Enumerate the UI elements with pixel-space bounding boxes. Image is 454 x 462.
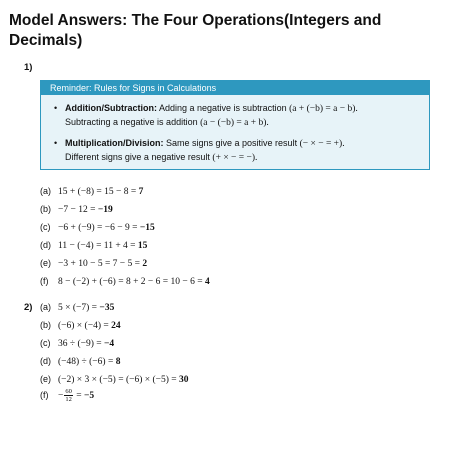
item-expression: −3 + 10 − 5 = 7 − 5 = bbox=[58, 259, 143, 269]
rule-math: (+ × − = −). bbox=[212, 152, 258, 163]
rule-math: (a + (−b) = a − b). bbox=[289, 104, 358, 114]
answer-line bbox=[40, 222, 155, 233]
rule-math: (− × − = +). bbox=[299, 139, 345, 149]
item-answer: −15 bbox=[139, 223, 155, 233]
fraction-numerator: 60 bbox=[65, 388, 72, 395]
answer-line bbox=[40, 276, 210, 287]
answer-line bbox=[40, 302, 114, 313]
item-label: (d) bbox=[40, 240, 51, 250]
reminder-header: Reminder: Rules for Signs in Calculations bbox=[41, 81, 429, 95]
item-label: (b) bbox=[40, 320, 51, 330]
bullet-icon: • bbox=[54, 138, 58, 148]
rule-text: Subtracting a negative is addition bbox=[65, 116, 201, 127]
answer-line bbox=[40, 186, 143, 197]
item-answer: −19 bbox=[97, 205, 113, 215]
answer-line bbox=[40, 258, 147, 269]
answer-line bbox=[40, 240, 147, 251]
item-expression: 11 − (−4) = 11 + 4 = bbox=[58, 241, 138, 251]
item-expression: 8 − (−2) + (−6) = 8 + 2 − 6 = 10 − 6 = bbox=[58, 277, 205, 287]
rule-multiplication-division bbox=[54, 137, 420, 164]
bullet-icon: • bbox=[54, 103, 58, 113]
rule-text: Adding a negative is subtraction bbox=[157, 103, 290, 113]
item-answer: −4 bbox=[104, 339, 115, 349]
item-answer: 30 bbox=[179, 375, 189, 385]
item-label: (f) bbox=[40, 276, 49, 286]
item-expression: (−2) × 3 × (−5) = (−6) × (−5) = bbox=[58, 375, 180, 385]
item-expression: 5 × (−7) = bbox=[58, 303, 100, 313]
answer-line-fraction bbox=[40, 388, 94, 403]
page-title: Model Answers: The Four Operations(Integers and Decimals) bbox=[9, 12, 382, 49]
fraction-sign: − bbox=[58, 391, 64, 402]
answer-line bbox=[40, 338, 114, 349]
item-label: (a) bbox=[40, 302, 51, 312]
rule-title: Addition/Subtraction: bbox=[65, 103, 157, 113]
question-2-number: 2) bbox=[24, 302, 33, 313]
item-expression: 36 ÷ (−9) = bbox=[58, 339, 105, 349]
rule-addition-subtraction bbox=[54, 102, 420, 129]
reminder-box bbox=[40, 80, 430, 170]
question-1-number: 1) bbox=[24, 62, 33, 73]
item-answer: 15 bbox=[137, 241, 148, 251]
item-label: (b) bbox=[40, 204, 51, 214]
rule-title: Multiplication/Division: bbox=[65, 138, 164, 148]
item-answer: −5 bbox=[83, 391, 95, 402]
item-expression: = bbox=[73, 391, 84, 402]
answer-line bbox=[40, 204, 113, 215]
item-label: (f) bbox=[40, 390, 49, 401]
item-answer: 7 bbox=[138, 187, 144, 197]
item-expression: (−48) ÷ (−6) = bbox=[58, 357, 116, 367]
item-label: (a) bbox=[40, 186, 51, 196]
answer-line bbox=[40, 356, 120, 367]
item-label: (e) bbox=[40, 374, 51, 384]
rule-math: (a − (−b) = a + b). bbox=[200, 117, 269, 128]
answer-line bbox=[40, 320, 121, 331]
item-expression: −6 + (−9) = −6 − 9 = bbox=[58, 223, 140, 233]
item-label: (d) bbox=[40, 356, 51, 366]
item-expression: 15 + (−8) = 15 − 8 = bbox=[58, 187, 139, 197]
item-answer: 24 bbox=[111, 321, 121, 331]
item-answer: 2 bbox=[142, 259, 148, 269]
item-expression: (−6) × (−4) = bbox=[58, 321, 112, 331]
item-label: (c) bbox=[40, 222, 51, 232]
item-expression: −7 − 12 = bbox=[58, 205, 98, 215]
fraction bbox=[64, 388, 73, 403]
answer-line bbox=[40, 374, 189, 385]
rule-text: Different signs give a negative result bbox=[65, 151, 213, 162]
fraction-denominator: 12 bbox=[65, 396, 72, 403]
item-answer: 8 bbox=[115, 357, 121, 367]
item-answer: 4 bbox=[204, 277, 210, 287]
item-label: (c) bbox=[40, 338, 51, 348]
item-answer: −35 bbox=[99, 303, 115, 313]
item-label: (e) bbox=[40, 258, 51, 268]
rule-text: Same signs give a positive result bbox=[163, 138, 300, 148]
